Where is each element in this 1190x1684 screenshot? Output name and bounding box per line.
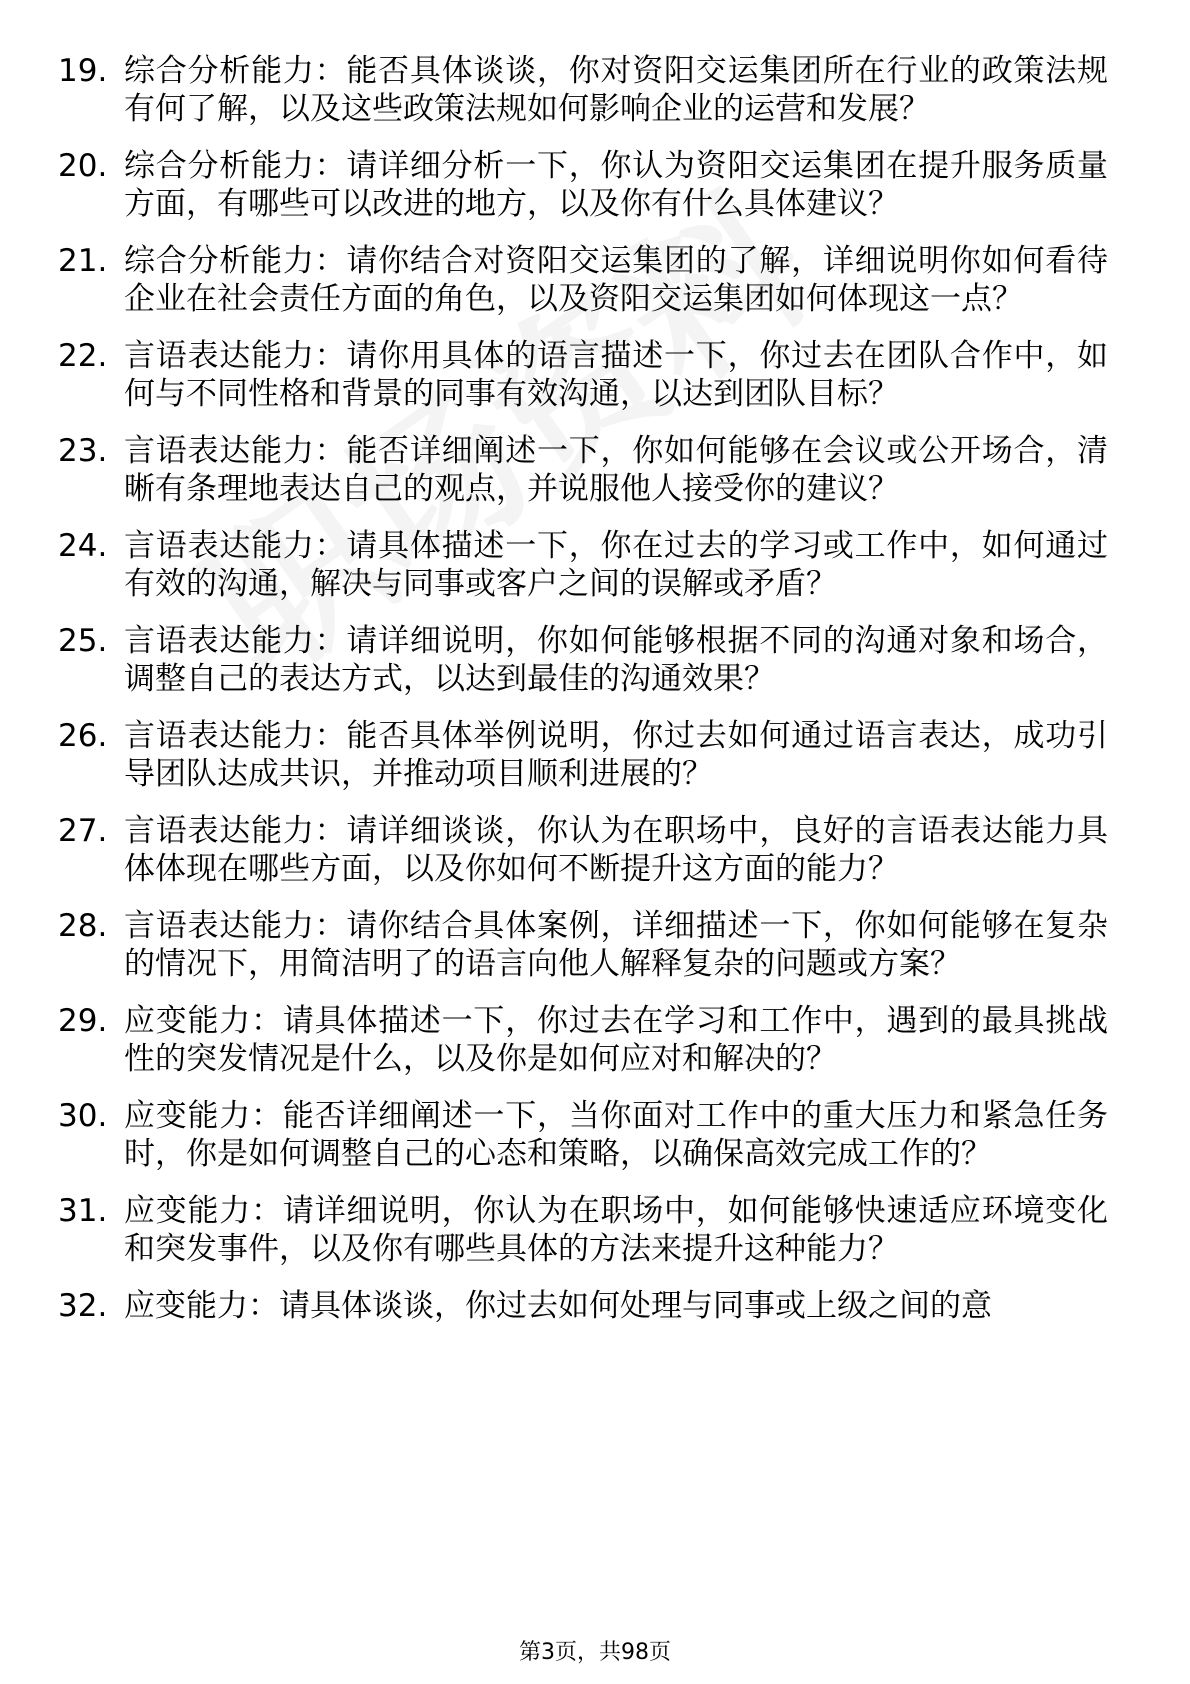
question-text: 综合分析能力：请你结合对资阳交运集团的了解，详细说明你如何看待企业在社会责任方面的角色，以及资阳交运集团如何体现这一点？ [124, 243, 1108, 317]
question-number: 22. [58, 338, 108, 374]
question-number: 30. [58, 1098, 108, 1134]
question-list [58, 52, 1108, 1344]
question-text: 言语表达能力：能否具体举例说明，你过去如何通过语言表达，成功引导团队达成共识，并推动项目顺利进展的？ [124, 718, 1108, 792]
question-item [58, 242, 1108, 318]
question-number: 25. [58, 623, 108, 659]
question-number: 28. [58, 908, 108, 944]
question-number: 32. [58, 1288, 108, 1324]
question-text: 应变能力：请具体谈谈，你过去如何处理与同事或上级之间的意 [124, 1288, 992, 1324]
question-text: 应变能力：请详细说明，你认为在职场中，如何能够快速适应环境变化和突发事件，以及你有哪些具体的方法来提升这种能力？ [124, 1193, 1108, 1267]
question-item [58, 147, 1108, 223]
question-item [58, 337, 1108, 413]
question-text: 言语表达能力：请详细说明，你如何能够根据不同的沟通对象和场合，调整自己的表达方式，以达到最佳的沟通效果？ [124, 623, 1108, 697]
question-number: 29. [58, 1003, 108, 1039]
question-item [58, 1192, 1108, 1268]
question-item [58, 1287, 1108, 1325]
question-item [58, 812, 1108, 888]
question-number: 26. [58, 718, 108, 754]
question-item [58, 1097, 1108, 1173]
question-text: 言语表达能力：能否详细阐述一下，你如何能够在会议或公开场合，清晰有条理地表达自己的观点，并说服他人接受你的建议？ [124, 433, 1108, 507]
question-item [58, 717, 1108, 793]
question-item [58, 52, 1108, 128]
question-text: 言语表达能力：请你结合具体案例，详细描述一下，你如何能够在复杂的情况下，用简洁明了的语言向他人解释复杂的问题或方案？ [124, 908, 1108, 982]
question-text: 综合分析能力：能否具体谈谈，你对资阳交运集团所在行业的政策法规有何了解，以及这些政策法规如何影响企业的运营和发展？ [124, 53, 1108, 127]
question-number: 21. [58, 243, 108, 279]
question-text: 应变能力：请具体描述一下，你过去在学习和工作中，遇到的最具挑战性的突发情况是什么，以及你是如何应对和解决的？ [124, 1003, 1108, 1077]
question-text: 言语表达能力：请你用具体的语言描述一下，你过去在团队合作中，如何与不同性格和背景的同事有效沟通，以达到团队目标？ [124, 338, 1108, 412]
page-footer: 第3页，共98页 [519, 1640, 671, 1665]
question-text: 言语表达能力：请详细谈谈，你认为在职场中，良好的言语表达能力具体体现在哪些方面，以及你如何不断提升这方面的能力？ [124, 813, 1108, 887]
question-number: 23. [58, 433, 108, 469]
question-number: 20. [58, 148, 108, 184]
question-item [58, 907, 1108, 983]
question-item [58, 622, 1108, 698]
question-number: 24. [58, 528, 108, 564]
question-number: 31. [58, 1193, 108, 1229]
question-number: 27. [58, 813, 108, 849]
question-text: 综合分析能力：请详细分析一下，你认为资阳交运集团在提升服务质量方面，有哪些可以改进的地方，以及你有什么具体建议？ [124, 148, 1108, 222]
question-item [58, 432, 1108, 508]
question-text: 应变能力：能否详细阐述一下，当你面对工作中的重大压力和紧急任务时，你是如何调整自己的心态和策略，以确保高效完成工作的？ [124, 1098, 1108, 1172]
question-item [58, 1002, 1108, 1078]
question-number: 19. [58, 53, 108, 89]
question-text: 言语表达能力：请具体描述一下，你在过去的学习或工作中，如何通过有效的沟通，解决与同事或客户之间的误解或矛盾？ [124, 528, 1108, 602]
question-item [58, 527, 1108, 603]
